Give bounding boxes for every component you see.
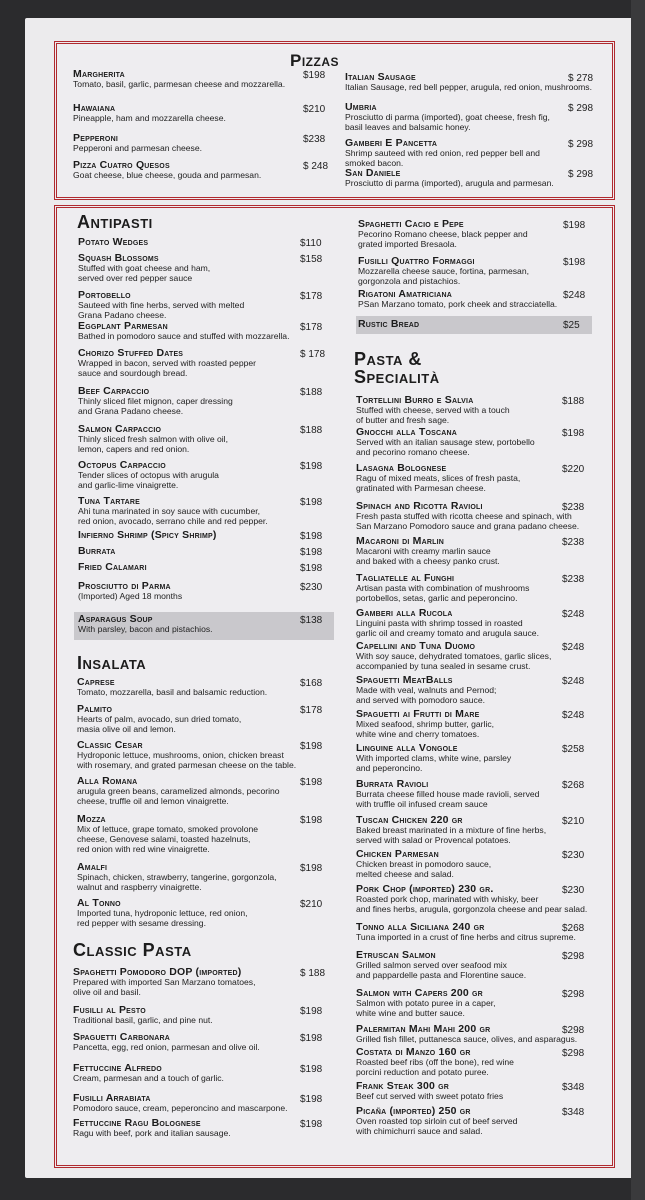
menu-item (356, 883, 588, 914)
menu-item (356, 779, 558, 809)
menu-item (356, 1047, 558, 1077)
item-price: $198 (300, 741, 323, 752)
menu-item (356, 641, 558, 671)
item-name: Asparagus Soup (78, 613, 153, 625)
menu-item (358, 256, 559, 286)
menu-item (356, 988, 558, 1018)
item-price: $298 (562, 989, 585, 1000)
item-name: Tortellini Burro e Salvia (356, 394, 474, 406)
item-name: Spaguetti ai Frutti di Mare (356, 708, 480, 720)
item-description: Bathed in pomodoro sauce and stuffed with mozzarella. (78, 331, 290, 341)
menu-item (78, 348, 296, 378)
menu-item (78, 424, 296, 454)
menu-item (73, 160, 299, 180)
menu-item (356, 427, 558, 457)
item-name: Linguine alla Vongole (356, 742, 458, 754)
item-description: Mozzarella cheese sauce, fortina, parmesan, (358, 266, 530, 276)
item-description: and garlic-lime vinaigrette. (78, 480, 179, 490)
menu-item (78, 614, 296, 634)
item-name: Picaña (imported) 250 gr (356, 1105, 471, 1117)
menu-item (345, 138, 564, 168)
menu-item (77, 776, 296, 806)
item-name: Pizza Cuatro Quesos (73, 159, 170, 171)
item-name: Lasagna Bolognese (356, 462, 447, 474)
menu-item (77, 740, 296, 770)
item-description: Pepperoni and parmesan cheese. (73, 143, 202, 153)
item-name: Eggplant Parmesan (78, 320, 168, 332)
item-price: $220 (562, 464, 585, 475)
item-description: Shrimp sauteed with red onion, red pepper bell and (345, 148, 540, 158)
item-description: garlic oil and creamy tomato and arugula sauce. (356, 628, 539, 638)
item-name: Palmito (77, 703, 113, 715)
menu-item (77, 862, 296, 892)
menu-item (78, 530, 296, 540)
item-name: Fusilli Quattro Formaggi (358, 255, 475, 267)
item-description: Hydroponic lettuce, mushrooms, onion, chicken breast (77, 750, 284, 760)
item-name: Tonno alla Siciliana 240 gr (356, 921, 485, 933)
item-description: gorgonzola and pistachios. (358, 276, 461, 286)
item-description: smoked bacon. (345, 158, 404, 168)
section-title-pasta_title_1: Pasta & (354, 349, 422, 369)
item-description: Roasted pork chop, marinated with whisky, beer (356, 894, 539, 904)
item-name: Burrata (78, 545, 116, 557)
item-description: Sauteed with fine herbs, served with melted (78, 300, 245, 310)
item-name: Chicken Parmesan (356, 848, 439, 860)
item-description: and pecorino romano cheese. (356, 447, 470, 457)
item-name: Fettuccine Alfredo (73, 1062, 162, 1074)
item-name: Palermitan Mahi Mahi 200 gr (356, 1023, 491, 1035)
item-description: Hearts of palm, avocado, sun dried tomato, (77, 714, 242, 724)
menu-item (77, 814, 296, 854)
item-price: $238 (562, 574, 585, 585)
item-description: served with salad or Provencal potatoes. (356, 835, 511, 845)
item-name: Al Tonno (77, 897, 121, 909)
item-price: $238 (562, 537, 585, 548)
item-price: $198 (562, 428, 585, 439)
item-price: $ 188 (300, 968, 326, 979)
item-price: $198 (300, 863, 323, 874)
item-price: $178 (300, 322, 323, 333)
item-price: $198 (300, 1033, 323, 1044)
item-name: Capellini and Tuna Duomo (356, 640, 476, 652)
item-description: With soy sauce, dehydrated tomatoes, garlic slices, (356, 651, 552, 661)
item-name: Spaghetti Pomodoro DOP (imported) (73, 966, 242, 978)
item-name: Gnocchi alla Toscana (356, 426, 458, 438)
item-price: $198 (563, 220, 586, 231)
item-name: Fettuccine Ragu Bolognese (73, 1117, 201, 1129)
item-name: Umbria (345, 101, 377, 113)
item-name: Amalfi (77, 861, 108, 873)
item-price: $230 (562, 885, 585, 896)
item-name: Salmon Carpaccio (78, 423, 162, 435)
item-name: Alla Romana (77, 775, 138, 787)
item-price: $198 (303, 70, 326, 81)
item-description: Spinach, chicken, strawberry, tangerine, gorgonzola, (77, 872, 277, 882)
item-price: $198 (300, 547, 323, 558)
item-name: Burrata Ravioli (356, 778, 429, 790)
item-price: $210 (300, 899, 323, 910)
item-description: and Grana Padano cheese. (78, 406, 184, 416)
item-description: accompanied by tuna sealed in sesame crust. (356, 661, 531, 671)
item-description: cheese, truffle oil and lemon vinaigrette. (77, 796, 229, 806)
item-name: Chorizo Stuffed Dates (78, 347, 184, 359)
item-name: Prosciutto di Parma (78, 580, 171, 592)
item-description: masia olive oil and lemon. (77, 724, 176, 734)
menu-item (356, 1106, 558, 1136)
item-description: porcini reduction and potato puree. (356, 1067, 489, 1077)
item-price: $348 (562, 1082, 585, 1093)
item-description: Wrapped in bacon, served with roasted pepper (78, 358, 257, 368)
item-name: Gamberi alla Rucola (356, 607, 453, 619)
menu-item (78, 581, 296, 601)
item-description: Tomato, basil, garlic, parmesan cheese and mozzarella. (73, 79, 286, 89)
item-description: Tuna imported in a crust of fine herbs and citrus supreme. (356, 932, 576, 942)
item-price: $ 298 (568, 139, 594, 150)
menu-item (345, 102, 564, 132)
menu-item (356, 709, 558, 739)
item-description: and fines herbs, arugula, gorgonzola cheese and pear salad. (356, 904, 588, 914)
item-description: Pineapple, ham and mozzarella cheese. (73, 113, 226, 123)
item-description: Salmon with potato puree in a caper, (356, 998, 496, 1008)
menu-item (356, 573, 558, 603)
item-description: Tomato, mozzarella, basil and balsamic reduction. (77, 687, 268, 697)
item-name: Pepperoni (73, 132, 118, 144)
item-description: served over red pepper sauce (78, 273, 193, 283)
menu-item (73, 1118, 296, 1138)
menu-item (78, 546, 296, 556)
item-description: cheese, Genovese salami, toasted hazelnuts, (77, 834, 251, 844)
menu-item (77, 677, 296, 697)
item-price: $268 (562, 923, 585, 934)
item-description: Stuffed with goat cheese and ham, (78, 263, 211, 273)
item-description: and served with pomodoro sauce. (356, 695, 485, 705)
item-name: Tuscan Chicken 220 gr (356, 814, 463, 826)
menu-item (73, 967, 296, 997)
item-description: Served with an italian sausage stew, portobello (356, 437, 535, 447)
item-name: Caprese (77, 676, 115, 688)
item-description: and baked with a cheesy panko crust. (356, 556, 500, 566)
item-name: Fusilli al Pesto (73, 1004, 146, 1016)
menu-item (78, 237, 296, 247)
item-description: Pecorino Romano cheese, black pepper and (358, 229, 528, 239)
menu-item (356, 675, 558, 705)
item-description: Chicken breast in pomodoro sauce, (356, 859, 492, 869)
menu-item (78, 386, 296, 416)
item-price: $248 (562, 676, 585, 687)
item-price: $248 (562, 609, 585, 620)
item-price: $188 (300, 387, 323, 398)
menu-item (73, 1005, 296, 1025)
item-description: Grilled salmon served over seafood mix (356, 960, 507, 970)
item-name: Pork Chop (imported) 230 gr. (356, 883, 494, 895)
item-name: Spaghetti Cacio e Pepe (358, 218, 464, 230)
item-description: Grana Padano cheese. (78, 310, 167, 320)
item-description: and pappardelle pasta and Florentine sauce. (356, 970, 527, 980)
item-description: Fresh pasta stuffed with ricotta cheese and spinach, with (356, 511, 572, 521)
item-description: Roasted beef ribs (off the bone), red wine (356, 1057, 514, 1067)
item-description: red onion, avocado, serrano chile and red pepper. (78, 516, 268, 526)
section-title-antipasti: Antipasti (77, 212, 153, 232)
item-price: $248 (562, 710, 585, 721)
item-price: $238 (562, 502, 585, 513)
menu-item (358, 289, 559, 309)
item-name: Rustic Bread (358, 318, 420, 330)
item-description: Ragu of mixed meats, slices of fresh pasta, (356, 473, 521, 483)
item-description: Prosciutto di parma (imported), arugula and parmesan. (345, 178, 554, 188)
item-description: Made with veal, walnuts and Pernod; (356, 685, 497, 695)
menu-item (78, 496, 296, 526)
item-description: Traditional basil, garlic, and pine nut. (73, 1015, 213, 1025)
item-description: sauce and sourdough bread. (78, 368, 188, 378)
item-name: Tuna Tartare (78, 495, 140, 507)
item-name: Fusilli Arrabiata (73, 1092, 151, 1104)
item-name: Beef Carpaccio (78, 385, 150, 397)
item-price: $210 (562, 816, 585, 827)
item-name: Squash Blossoms (78, 252, 159, 264)
menu-item (77, 704, 296, 734)
menu-item (356, 950, 558, 980)
item-price: $ 178 (300, 349, 326, 360)
item-price: $258 (562, 744, 585, 755)
item-price: $178 (300, 705, 323, 716)
item-price: $ 278 (568, 73, 594, 84)
menu-item (78, 253, 296, 283)
item-description: Tender slices of octopus with arugula (78, 470, 219, 480)
item-price: $198 (300, 461, 323, 472)
item-description: melted cheese and salad. (356, 869, 454, 879)
item-name: Costata di Manzo 160 gr (356, 1046, 471, 1058)
item-price: $298 (562, 1025, 585, 1036)
item-description: Linguini pasta with shrimp tossed in roasted (356, 618, 523, 628)
item-price: $198 (300, 497, 323, 508)
section-title-pizzas: Pizzas (290, 51, 340, 70)
item-name: Octopus Carpaccio (78, 459, 166, 471)
item-description: with rosemary, and grated parmesan cheese on the table. (77, 760, 297, 770)
menu-item (356, 815, 558, 845)
item-price: $198 (563, 257, 586, 268)
item-name: Spaguetti MeatBalls (356, 674, 453, 686)
item-price: $198 (300, 1064, 323, 1075)
item-name: Potato Wedges (78, 236, 149, 248)
menu-item (73, 103, 299, 123)
menu-item (73, 133, 299, 153)
item-price: $198 (300, 1119, 323, 1130)
item-description: walnut and raspberry vinaigrette. (77, 882, 202, 892)
item-description: Oven roasted top sirloin cut of beef served (356, 1116, 518, 1126)
item-price: $138 (300, 615, 323, 626)
item-price: $110 (300, 238, 322, 249)
item-name: Fried Calamari (78, 561, 147, 573)
item-name: Spaguetti Carbonara (73, 1031, 171, 1043)
item-description: grated imported Bresaola. (358, 239, 457, 249)
item-description: of butter and fresh sage. (356, 415, 450, 425)
menu-item (73, 1032, 296, 1052)
item-description: lemon, capers and red onion. (78, 444, 190, 454)
item-description: with chimichurri sauce and salad. (356, 1126, 483, 1136)
menu-item (356, 395, 558, 425)
item-description: arugula green beans, caramelized almonds, pecorino (77, 786, 280, 796)
section-title-pasta_title_2: Specialità (354, 367, 440, 387)
item-price: $ 298 (568, 103, 594, 114)
item-price: $198 (300, 563, 323, 574)
menu-item (356, 463, 558, 493)
item-name: Hawaiana (73, 102, 116, 114)
item-description: Artisan pasta with combination of mushrooms (356, 583, 530, 593)
item-description: Burrata cheese filled house made ravioli, served (356, 789, 540, 799)
menu-item (78, 460, 296, 490)
item-description: With parsley, bacon and pistachios. (78, 624, 213, 634)
menu-item (358, 319, 559, 329)
item-description: Beef cut served with sweet potato fries (356, 1091, 504, 1101)
item-price: $188 (562, 396, 585, 407)
menu-item (78, 321, 296, 341)
item-description: Macaroni with creamy marlin sauce (356, 546, 491, 556)
menu-item (345, 168, 564, 188)
item-price: $248 (563, 290, 586, 301)
item-price: $298 (562, 1048, 585, 1059)
item-name: Infierno Shrimp (Spicy Shrimp) (78, 529, 217, 541)
item-description: white wine and cherry tomatoes. (356, 729, 480, 739)
menu-item (356, 1081, 558, 1101)
item-description: Prosciutto di parma (imported), goat cheese, fresh fig, (345, 112, 550, 122)
item-description: PSan Marzano tomato, pork cheek and stracciatella. (358, 299, 558, 309)
item-price: $168 (300, 678, 323, 689)
menu-item (78, 290, 296, 320)
item-price: $210 (303, 104, 326, 115)
item-price: $248 (562, 642, 585, 653)
item-description: Pancetta, egg, red onion, parmesan and olive oil. (73, 1042, 260, 1052)
item-name: Margherita (73, 68, 125, 80)
item-price: $198 (300, 815, 323, 826)
item-price: $298 (562, 951, 585, 962)
item-description: Grilled fish fillet, puttanesca sauce, olives, and asparagus. (356, 1034, 578, 1044)
item-description: (Imported) Aged 18 months (78, 591, 183, 601)
item-description: Pomodoro sauce, cream, peperoncino and mascarpone. (73, 1103, 288, 1113)
item-price: $348 (562, 1107, 585, 1118)
menu-item (356, 536, 558, 566)
item-description: Italian Sausage, red bell pepper, arugula, red onion, mushrooms. (345, 82, 592, 92)
menu-item (356, 608, 558, 638)
item-description: Cream, parmesan and a touch of garlic. (73, 1073, 224, 1083)
item-description: Ahi tuna marinated in soy sauce with cucumber, (78, 506, 260, 516)
item-name: San Daniele (345, 167, 401, 179)
item-price: $198 (300, 1006, 323, 1017)
item-price: $188 (300, 425, 323, 436)
item-description: Mix of lettuce, grape tomato, smoked provolone (77, 824, 259, 834)
item-name: Macaroni di Marlin (356, 535, 444, 547)
item-price: $230 (562, 850, 585, 861)
item-description: Baked breast marinated in a mixture of fine herbs, (356, 825, 547, 835)
item-price: $178 (300, 291, 323, 302)
menu-item (77, 898, 296, 928)
section-title-classic_pasta: Classic Pasta (73, 940, 192, 960)
item-name: Classic Cesar (77, 739, 143, 751)
item-price: $230 (300, 582, 323, 593)
menu-item (356, 743, 558, 773)
item-description: Mixed seafood, shrimp butter, garlic, (356, 719, 495, 729)
item-name: Spinach and Ricotta Ravioli (356, 500, 483, 512)
item-name: Etruscan Salmon (356, 949, 436, 961)
item-price: $198 (300, 1094, 323, 1105)
item-description: Thinly sliced filet mignon, caper dressing (78, 396, 233, 406)
item-description: With imported clams, white wine, parsley (356, 753, 512, 763)
item-description: red onion with red wine vinaigrette. (77, 844, 210, 854)
item-price: $198 (300, 531, 323, 542)
item-price: $25 (563, 320, 580, 331)
item-description: and peperoncino. (356, 763, 423, 773)
background-shadow (631, 0, 645, 1200)
item-description: red pepper with sesame dressing. (77, 918, 206, 928)
section-title-insalata: Insalata (77, 653, 147, 673)
item-name: Gamberi E Pancetta (345, 137, 438, 149)
item-name: Frank Steak 300 gr (356, 1080, 450, 1092)
item-price: $ 248 (303, 161, 329, 172)
item-name: Tagliatelle al Funghi (356, 572, 455, 584)
item-description: white wine and butter sauce. (356, 1008, 465, 1018)
item-price: $ 298 (568, 169, 594, 180)
item-description: Thinly sliced fresh salmon with olive oil, (78, 434, 228, 444)
item-description: Imported tuna, hydroponic lettuce, red onion, (77, 908, 248, 918)
item-description: gratinated with Parmesan cheese. (356, 483, 486, 493)
item-name: Mozza (77, 813, 106, 825)
menu-item (73, 69, 299, 89)
menu-item (358, 219, 559, 249)
menu-item (73, 1063, 296, 1083)
item-description: Goat cheese, blue cheese, gouda and parmesan. (73, 170, 262, 180)
item-description: San Marzano Pomodoro sauce and grana padano cheese. (356, 521, 580, 531)
item-description: portobellos, setas, garlic and peperoncino. (356, 593, 518, 603)
item-description: with truffle oil infused cream sauce (356, 799, 488, 809)
item-price: $238 (303, 134, 326, 145)
item-name: Italian Sausage (345, 71, 416, 83)
item-name: Portobello (78, 289, 131, 301)
menu-item (73, 1093, 296, 1113)
item-name: Rigatoni Amatriciana (358, 288, 453, 300)
item-price: $158 (300, 254, 323, 265)
item-description: basil leaves and balsamic honey. (345, 122, 471, 132)
item-price: $268 (562, 780, 585, 791)
item-description: olive oil and basil. (73, 987, 141, 997)
menu-item (78, 562, 296, 572)
item-price: $198 (300, 777, 323, 788)
item-description: Prepared with imported San Marzano tomatoes, (73, 977, 256, 987)
item-description: Ragu with beef, pork and italian sausage. (73, 1128, 231, 1138)
item-name: Salmon with Capers 200 gr (356, 987, 483, 999)
menu-item (356, 849, 558, 879)
item-description: Stuffed with cheese, served with a touch (356, 405, 510, 415)
